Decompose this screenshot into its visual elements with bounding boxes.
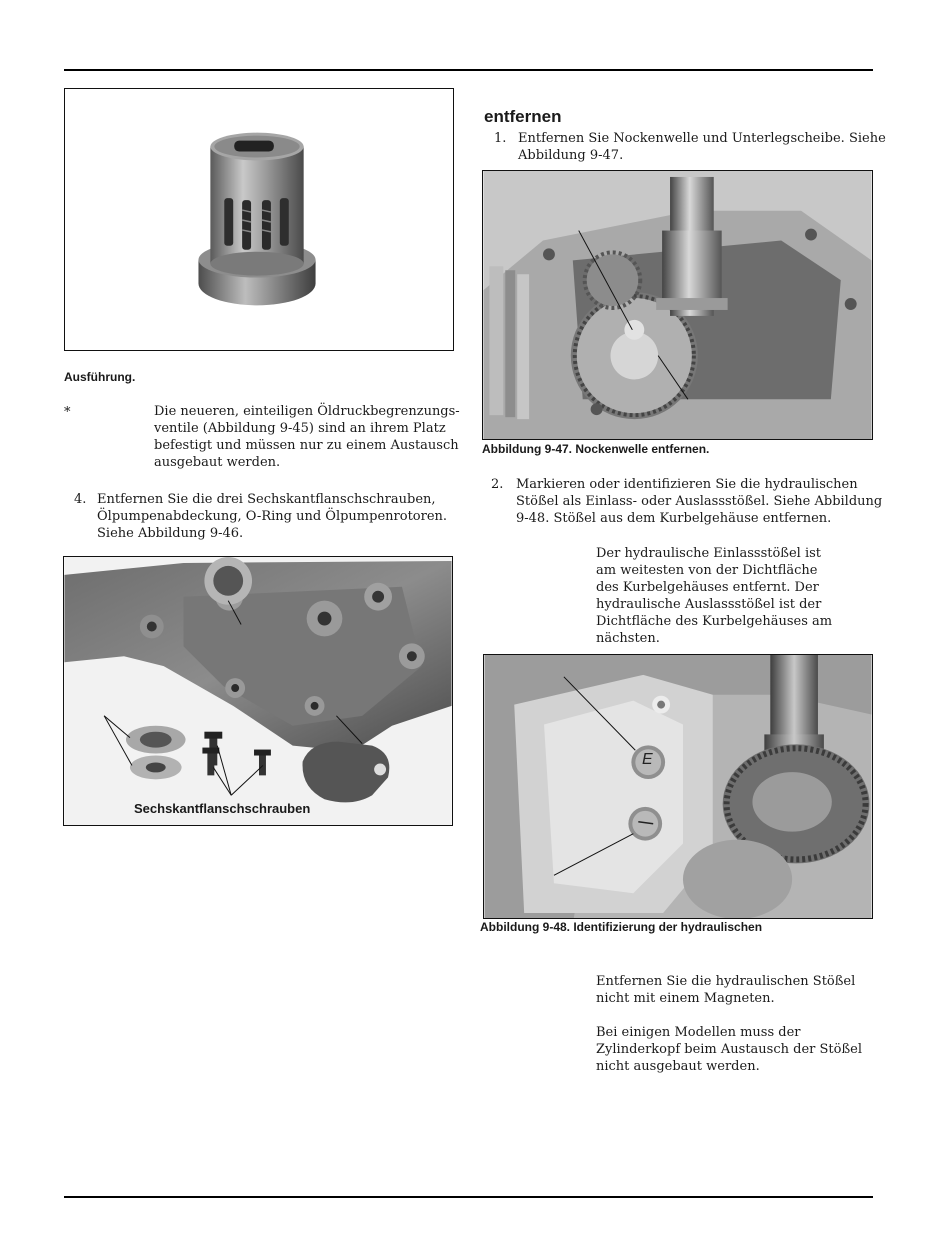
step-2-text: Markieren oder identifizieren Sie die hydraulischen Stößel als Einlass- oder Auslassstößel. Siehe Abbildung 9-48. Stößel aus dem Kurbelgehäuse entfernen. [516,477,883,526]
camshaft-illustration [483,171,872,439]
step-4-text: Entfernen Sie die drei Sechskantflanschschrauben, Ölpumpenabdeckung, O-Ring und Ölpumpenrotoren. Siehe Abbildung 9-46. [97,492,448,541]
top-rule [64,69,873,71]
fig47-caption: Abbildung 9-47. Nockenwelle entfernen. [482,442,710,456]
step-4-number: 4. [74,492,87,507]
fig48-mark-e: E [642,751,653,768]
magnet-note: Entfernen Sie die hydraulischen Stößel nicht mit einem Magneten. [596,974,856,1006]
relief-valve-illustration [65,89,453,350]
bottom-rule [64,1196,873,1198]
note-text: Die neueren, einteiligen Öldruckbegrenzungs- ventile (Abbildung 9-45) sind an ihrem Platz befestigt und müssen nur zu einem Austausch ausgebaut werden. [154,404,460,470]
section-heading: entfernen [484,107,562,126]
figure-camshaft [482,170,873,440]
tappet-note: Der hydraulische Einlassstößel ist am weitesten von der Dichtfläche des Kurbelgehäuses entfernt. Der hydraulische Auslassstößel ist der Dichtfläche des Kurbelgehäuses am nächsten. [596,546,833,646]
note-marker: * [64,405,71,420]
step-2-number: 2. [491,477,504,492]
fig48-caption: Abbildung 9-48. Identifizierung der hydraulischen [480,920,763,934]
oil-pump-illustration [64,557,452,825]
step-1-number: 1. [494,131,507,146]
section-label: Ausführung. [64,370,136,384]
figure-relief-valve [64,88,454,351]
figure-oil-pump [63,556,453,826]
cylinder-head-note: Bei einigen Modellen muss der Zylinderkopf beim Austausch der Stößel nicht ausgebaut werden. [596,1025,862,1074]
fig46-label: Sechskantflanschschrauben [134,801,311,816]
step-1-text: Entfernen Sie Nockenwelle und Unterlegscheibe. Siehe Abbildung 9-47. [518,131,886,163]
figure-tappets [483,654,873,919]
tappets-illustration [484,655,872,918]
